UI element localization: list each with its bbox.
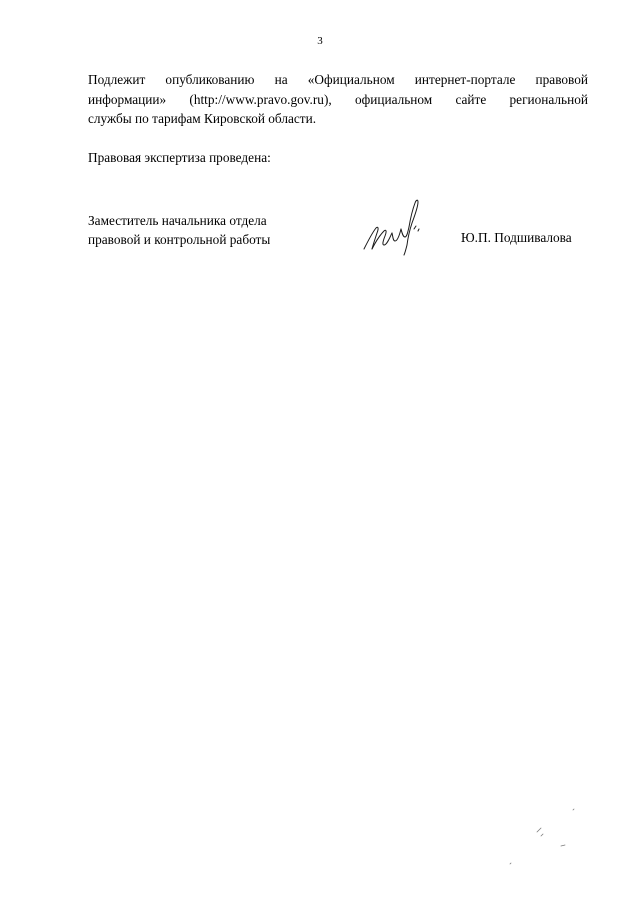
handwritten-signature-icon bbox=[360, 193, 430, 258]
publication-notice-line-3: службы по тарифам Кировской области. bbox=[88, 111, 317, 127]
publication-notice-line-2: информации» (http://www.pravo.gov.ru), официальном сайте региональной bbox=[88, 91, 588, 107]
signatory-name: Ю.П. Подшивалова bbox=[461, 230, 572, 245]
publication-notice bbox=[88, 70, 588, 129]
page-number: 3 bbox=[317, 35, 323, 47]
signatory-position bbox=[88, 211, 270, 249]
publication-notice-line-1: Подлежит опубликованию на «Официальном интернет-портале правовой bbox=[88, 72, 588, 87]
scan-specks-icon bbox=[505, 800, 585, 870]
legal-review-statement: Правовая экспертиза проведена: bbox=[88, 150, 271, 165]
signatory-position-line-2: правовой и контрольной работы bbox=[88, 232, 271, 247]
signatory-position-line-1: Заместитель начальника отдела bbox=[88, 213, 267, 228]
